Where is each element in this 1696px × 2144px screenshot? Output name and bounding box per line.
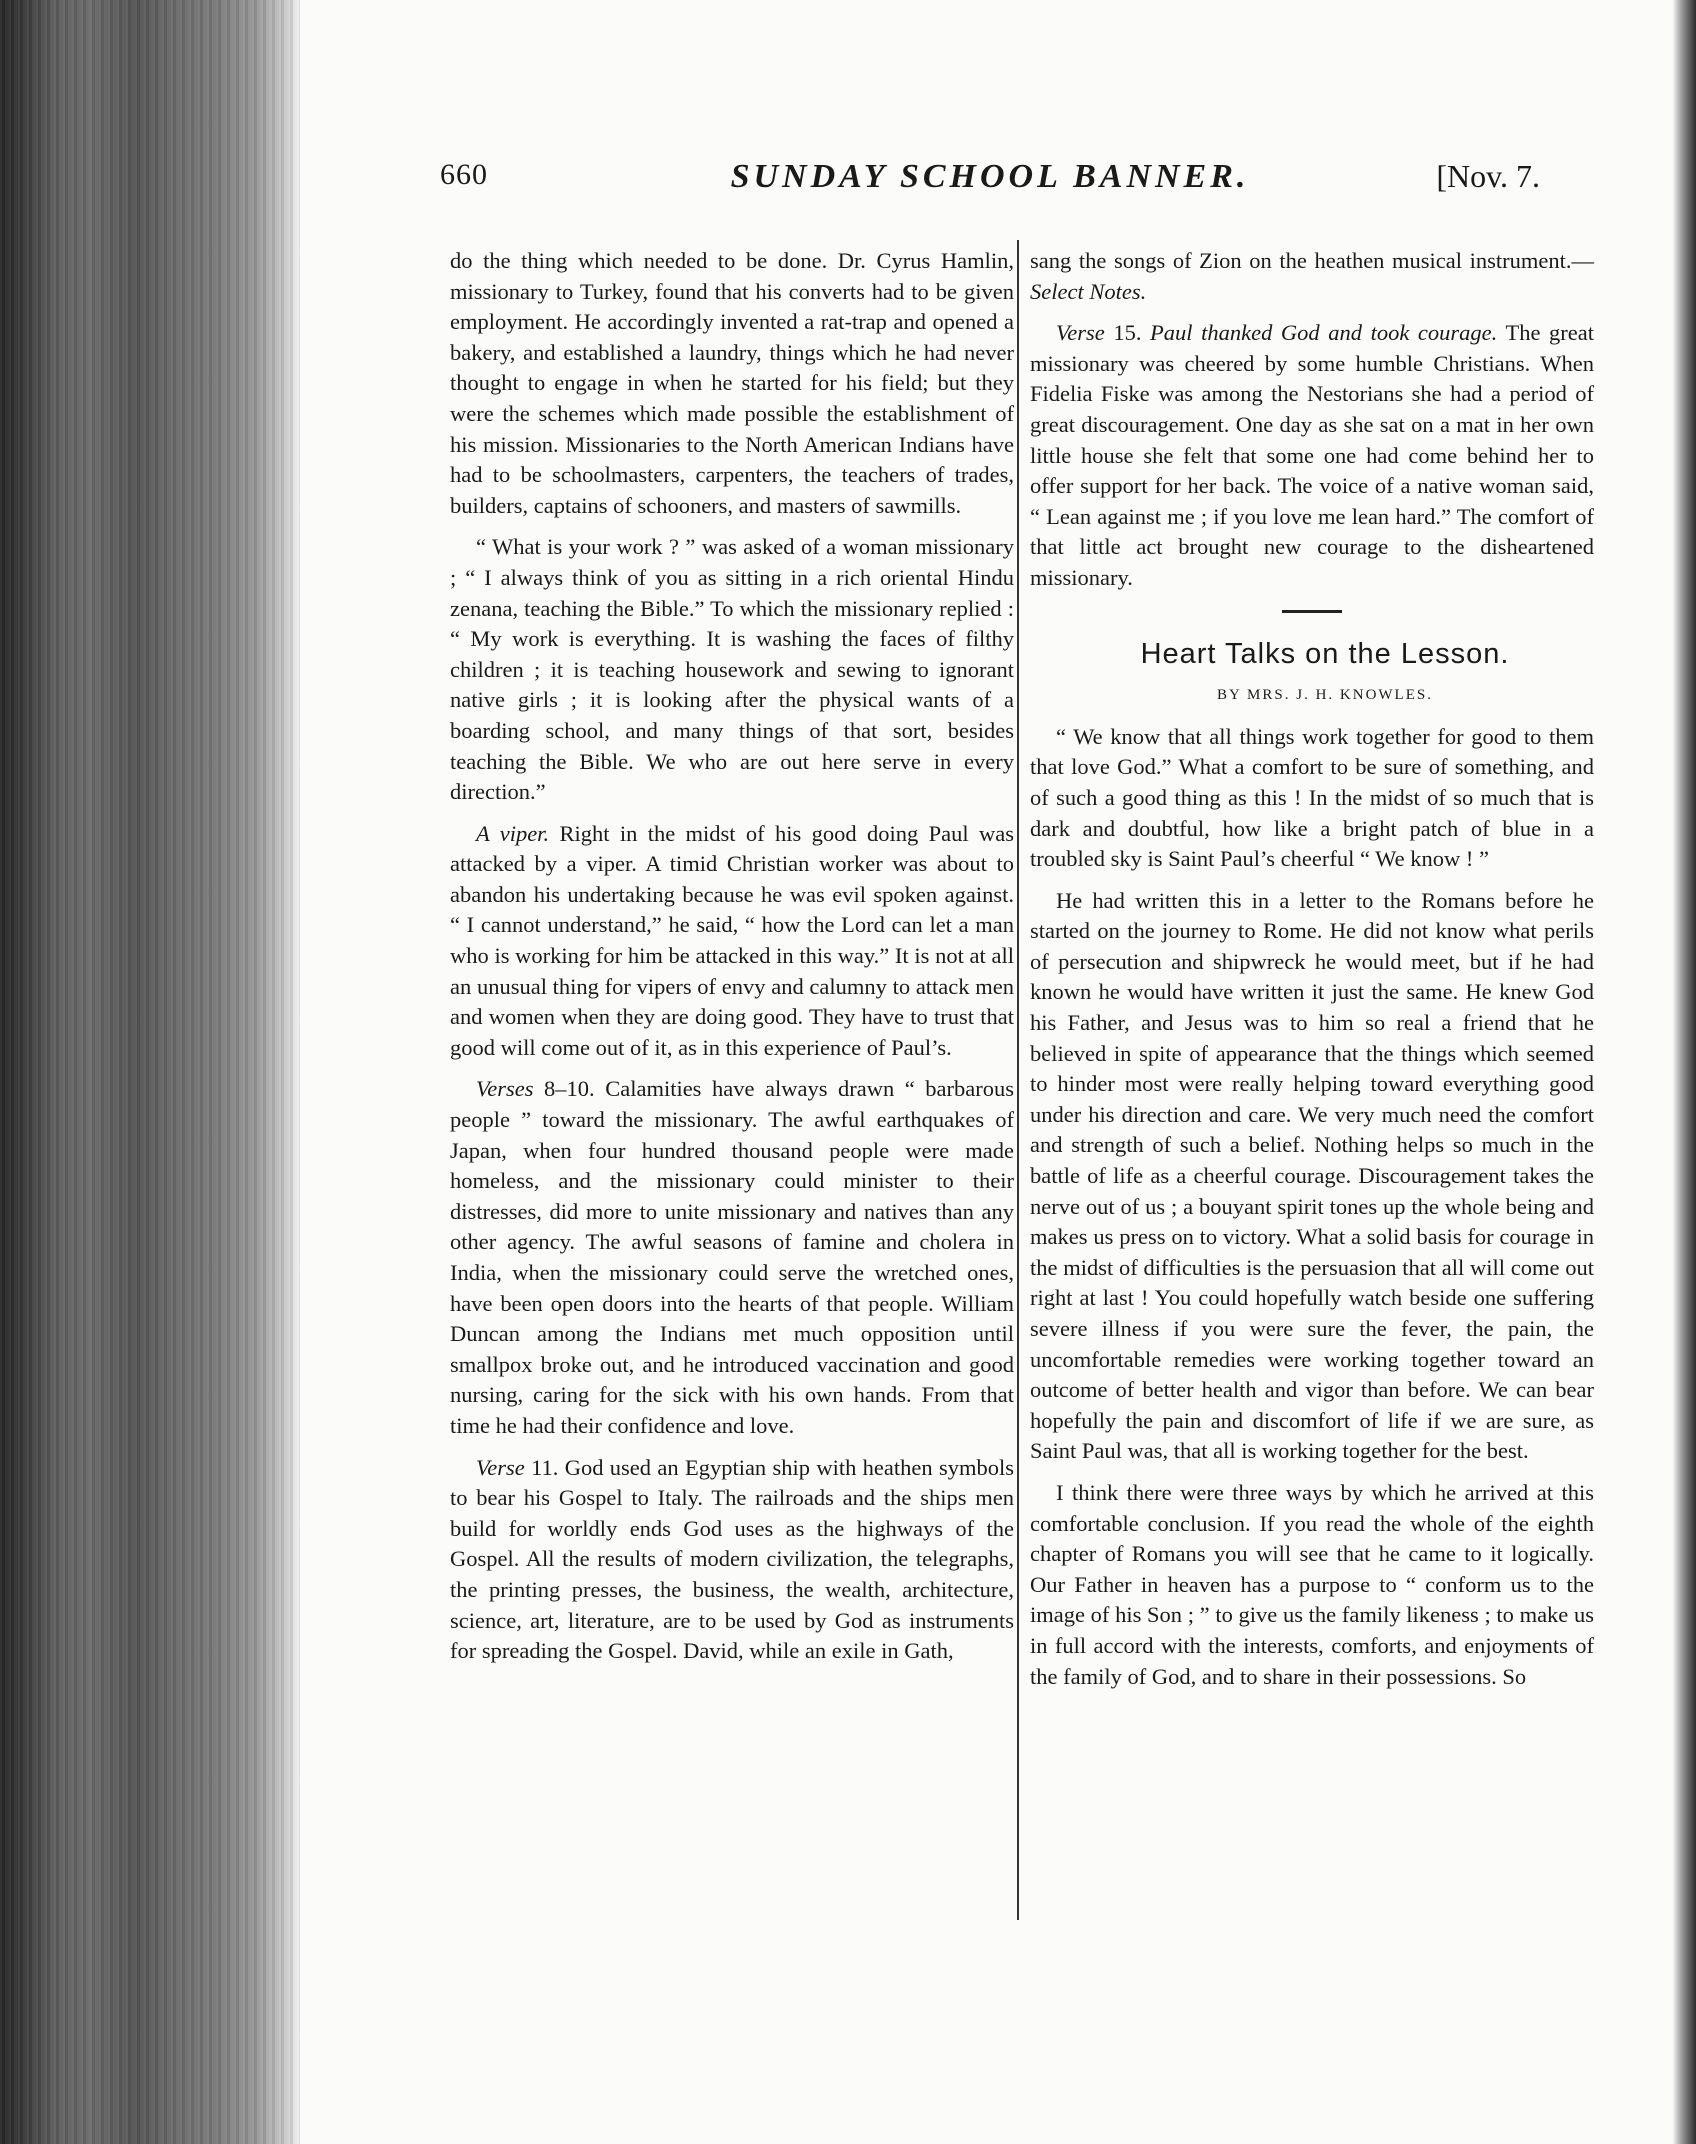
issue-date: [Nov. 7. (1436, 158, 1540, 194)
book-binding-gutter (0, 0, 300, 2144)
verse-summary: Paul thanked God and took courage. (1150, 320, 1498, 346)
paragraph-body: Right in the midst of his good doing Paul was attacked by a viper. A timid Christian worker was about to abandon his undertaking because he was evil spoken against. “ I cannot understand,” he said, “ how the Lord can let a man who is working for him be attacked in this way.” It is not at all an unusual thing for vipers of envy and calumny to attack men and women when they are doing good. They have to trust that good will come out of it, as in this experience of Paul’s. (450, 820, 1015, 1060)
running-header (440, 158, 1540, 208)
verse-reference: Verses (476, 1076, 534, 1102)
source-citation: Select Notes. (1030, 278, 1147, 304)
verse-reference: Verse (476, 1454, 525, 1480)
paragraph: do the thing which needed to be done. Dr. Cyrus Hamlin, missionary to Turkey, found that his converts had to be given employment. He accordingly invented a rat-trap and opened a bakery, and established a laundry, things which he had never thought to engage in when he started for his field; but they were the schemes which made possible the establishment of his mission. Missionaries to the North American Indians have had to be schoolmasters, carpenters, the teachers of trades, builders, captains of schooners, and masters of sawmills. (450, 248, 1014, 518)
verse-number: 15. (1104, 320, 1151, 346)
right-column (1030, 246, 1594, 1703)
paragraph (450, 1453, 1014, 1667)
paragraph (1030, 318, 1594, 593)
section-heading: Heart Talks on the Lesson. (1140, 637, 1510, 670)
paragraph-body: 11. God used an Egyptian ship with heathen symbols to bear his Gospel to Italy. The railroads and the ships men build for worldly ends God uses as the highways of the Gospel. All the results of modern civilization, the telegraphs, the printing presses, the business, the wealth, architecture, science, art, literature, are to be used by God as instruments for spreading the Gospel. David, while an exile in Gath, (450, 1454, 1014, 1664)
paragraph (450, 819, 1014, 1064)
magazine-page (300, 0, 1672, 2144)
paragraph-body: The great missionary was cheered by some humble Christians. When Fidelia Fiske was among the Nestorians she had a period of great discouragement. One day as she sat on a mat in her own little house she felt that some one had come behind her to offer support for her back. The voice of a native woman said, “ Lean against me ; if you love me lean hard.” The comfort of that little act brought new courage to the disheartened missionary. (1030, 320, 1595, 590)
verse-reference: Verse (1056, 320, 1105, 346)
column-divider (1017, 240, 1019, 1920)
page-edge-shadow (1672, 0, 1696, 2144)
paragraph: “ We know that all things work together for good to them that love God.” What a comfort to be sure of something, and of such a good thing as this ! In the midst of so much that is dark and doubtful, how like a bright patch of blue in a troubled sky is Saint Paul’s cheerful “ We know ! ” (1030, 723, 1594, 872)
paragraph: He had written this in a letter to the Romans before he started on the journey to Rome. He did not know what perils of persecution and shipwreck he would meet, but if he had known he would have written it just the same. He knew God his Father, and Jesus was to him so real a friend that he believed in spite of appearance that the things which seemed to hinder most were really helping toward everything good under his direction and care. We very much need the comfort and strength of such a belief. Nothing helps so much in the battle of life as a cheerful courage. Discouragement takes the nerve out of us ; a bouyant spirit tones up the whole being and makes us press on to victory. What a solid basis for courage in the midst of difficulties is the persuasion that all will come out right at last ! You could hopefully watch beside one suffering severe illness if you were sure the fever, the pain, the uncomfortable remedies were working together toward an outcome of better health and vigor than before. We can bear hopefully the pain and discomfort of life if we are sure, as Saint Paul was, that all is working together for the best. (1030, 887, 1594, 1464)
paragraph: I think there were three ways by which he arrived at this comfortable conclusion. If you read the whole of the eighth chapter of Romans you will see that he came to it logically. Our Father in heaven has a purpose to “ conform us to the image of his Son ; ” to give us the family likeness ; to make us in full accord with the interests, comforts, and enjoyments of the family of God, and to share in their possessions. So (1030, 1479, 1594, 1689)
paragraph: “ What is your work ? ” was asked of a woman missionary ; “ I always think of you as sitting in a rich oriental Hindu zenana, teaching the Bible.” To which the missionary replied : “ My work is everything. It is washing the faces of filthy children ; it is teaching housework and sewing to ignorant native girls ; it is looking after the physical wants of a boarding school, and many things of that sort, besides teaching the Bible. We who are out here serve in every direction.” (450, 534, 1014, 805)
paragraph-lead: A viper. (476, 820, 550, 846)
left-column (450, 246, 1014, 1678)
author-byline: BY MRS. J. H. KNOWLES. (1217, 687, 1433, 704)
paragraph-body: 8–10. Calamities have always drawn “ barbarous people ” toward the missionary. The awful earthquakes of Japan, when four hundred thousand people were made homeless, and the missionary could minister to their distresses, did more to unite missionary and natives than any other agency. The awful seasons of famine and cholera in India, when the missionary could serve the wretched ones, have been open doors into the hearts of that people. William Duncan among the Indians met much opposition until smallpox broke out, and he introduced vaccination and good nursing, caring for the sick with his own hands. From that time he had their confidence and love. (450, 1076, 1014, 1438)
paragraph (1030, 246, 1594, 307)
paragraph (450, 1074, 1014, 1441)
section-divider (1282, 610, 1342, 613)
paragraph-body: sang the songs of Zion on the heathen musical instrument.— (1030, 248, 1594, 273)
page-number: 660 (440, 158, 488, 191)
journal-title: SUNDAY SCHOOL BANNER. (730, 158, 1250, 195)
